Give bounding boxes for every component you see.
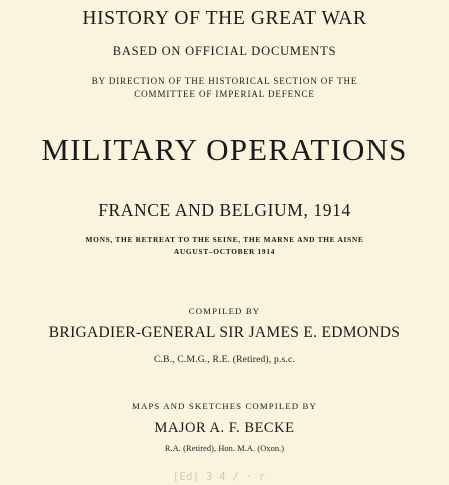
maps-author-honours: R.A. (Retired), Hon. M.A. (Oxon.) — [164, 444, 285, 453]
main-title: MILITARY OPERATIONS — [41, 132, 408, 167]
series-subtitle: BASED ON OFFICIAL DOCUMENTS — [112, 44, 337, 58]
direction-line-1: BY DIRECTION OF THE HISTORICAL SECTION OF THE — [91, 76, 358, 86]
maps-compiled-by-label: MAPS AND SKETCHES COMPILED BY — [132, 401, 317, 411]
author-name: BRIGADIER-GENERAL SIR JAMES E. EDMONDS — [48, 324, 401, 341]
compiled-by-label: COMPILED BY — [188, 306, 261, 316]
library-stamp: [Ed] 3 4 / · r — [172, 470, 266, 483]
volume-title: FRANCE AND BELGIUM, 1914 — [98, 200, 351, 220]
author-honours: C.B., C.M.G., R.E. (Retired), p.s.c. — [154, 355, 295, 365]
series-title: HISTORY OF THE GREAT WAR — [82, 8, 367, 29]
volume-subtitle-line-1: MONS, THE RETREAT TO THE SEINE, THE MARNE AND THE AISNE — [85, 235, 364, 244]
volume-subtitle-line-2: AUGUST–OCTOBER 1914 — [173, 247, 276, 256]
maps-author-name: MAJOR A. F. BECKE — [154, 420, 295, 436]
direction-line-2: COMMITTEE OF IMPERIAL DEFENCE — [134, 89, 315, 99]
